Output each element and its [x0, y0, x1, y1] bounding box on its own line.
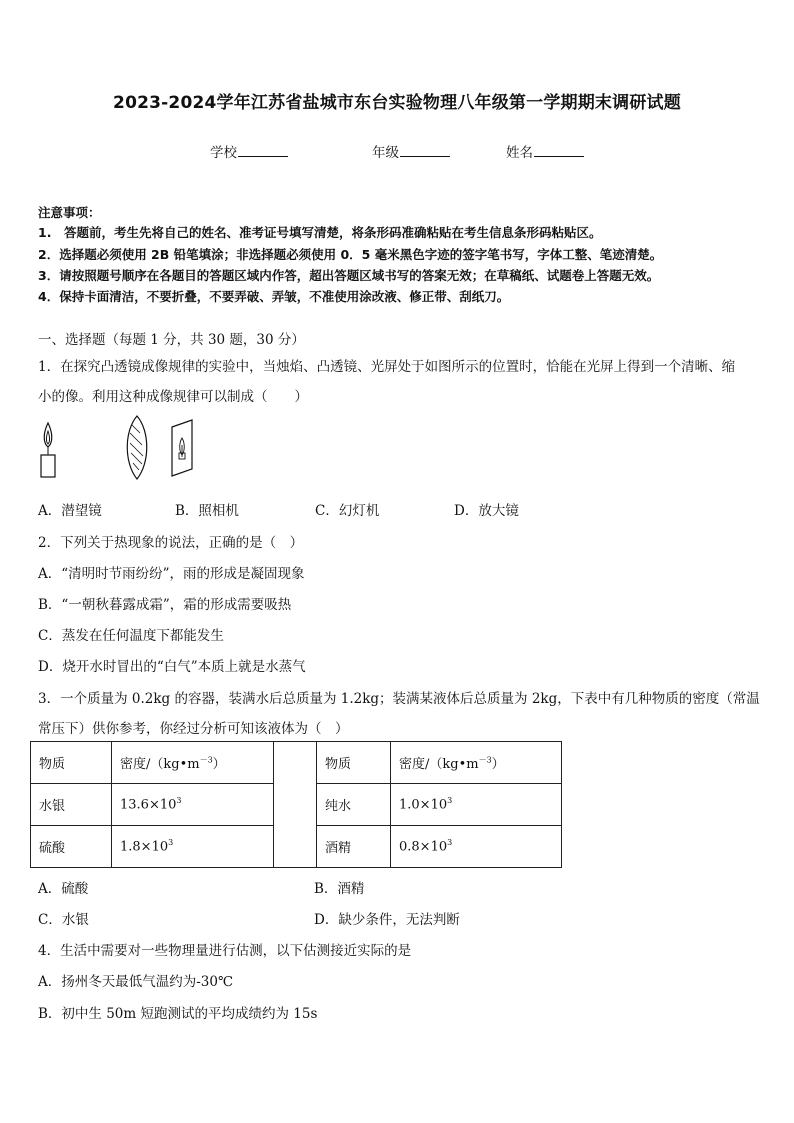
table-gap: [274, 742, 317, 868]
notice-item-2: 2．选择题必须使用 2B 铅笔填涂；非选择题必须使用 0．5 毫米黑色字迹的签字笔书写，字体工整、笔迹清楚。: [38, 247, 663, 262]
density-table: [30, 741, 562, 868]
school-label: 学校: [210, 145, 237, 161]
optics-diagram: [34, 413, 204, 485]
grade-field[interactable]: [372, 141, 450, 161]
q1-option-d[interactable]: D．放大镜: [454, 503, 519, 519]
q3-stem-line1: 3．一个质量为 0.2kg 的容器，装满水后总质量为 1.2kg；装满某液体后总质量为 2kg，下表中有几种物质的密度（常温: [38, 691, 760, 707]
q1-stem-line2: 小的像。利用这种成像规律可以制成（ ）: [38, 389, 308, 405]
q1-option-b[interactable]: B．照相机: [175, 503, 239, 519]
table-cell-substance: 酒精: [317, 826, 391, 868]
q3-option-c[interactable]: C．水银: [38, 912, 89, 928]
candle-icon: [41, 423, 55, 477]
convex-lens-icon: [127, 416, 147, 479]
table-cell-density: $0.8\times 10^3$: [391, 826, 562, 868]
school-field[interactable]: [210, 141, 288, 161]
table-header-density: 密度$/(kg•m^{-3})$: [112, 742, 274, 784]
q3-stem-line2: 常压下）供你参考，你经过分析可知该液体为（ ）: [38, 721, 349, 737]
section-heading: 一、选择题（每题 1 分，共 30 题，30 分）: [38, 332, 305, 348]
table-cell-density: $1.8\times 10^3$: [112, 826, 274, 868]
name-label: 姓名: [506, 145, 533, 161]
table-header-density: 密度$/(kg•m^{-3})$: [391, 742, 562, 784]
q2-option-a[interactable]: A．“清明时节雨纷纷”，雨的形成是凝固现象: [38, 566, 305, 582]
grade-blank[interactable]: [400, 143, 450, 157]
q1-option-a[interactable]: A．潜望镜: [38, 503, 102, 519]
q1-option-c[interactable]: C．幻灯机: [315, 503, 380, 519]
notice-item-3: 3．请按照题号顺序在各题目的答题区域内作答，超出答题区域书写的答案无效；在草稿纸、试题卷上答题无效。: [38, 268, 660, 283]
q4-option-a[interactable]: A．扬州冬天最低气温约为-30℃: [38, 974, 234, 990]
table-cell-substance: 水银: [31, 784, 112, 826]
notice-item-1: 1. 答题前，考生先将自己的姓名、准考证号填写清楚，将条形码准确粘贴在考生信息条形码粘贴区。: [38, 225, 602, 240]
table-cell-substance: 纯水: [317, 784, 391, 826]
q3-option-b[interactable]: B．酒精: [314, 881, 365, 897]
table-row: [31, 742, 562, 784]
q2-option-c[interactable]: C．蒸发在任何温度下都能发生: [38, 628, 224, 644]
grade-label: 年级: [372, 145, 399, 161]
q2-stem: 2．下列关于热现象的说法，正确的是（ ）: [38, 535, 304, 551]
q2-option-d[interactable]: D．烧开水时冒出的“白气”本质上就是水蒸气: [38, 659, 306, 675]
notice-heading: 注意事项：: [38, 205, 101, 220]
q1-stem-line1: 1．在探究凸透镜成像规律的实验中，当烛焰、凸透镜、光屏处于如图所示的位置时，恰能在光屏上得到一个清晰、缩: [38, 359, 736, 375]
name-field[interactable]: [506, 141, 584, 161]
light-screen-icon: [172, 420, 192, 476]
table-cell-density: $1.0\times 10^3$: [391, 784, 562, 826]
table-cell-substance: 硫酸: [31, 826, 112, 868]
notice-item-4: 4．保持卡面清洁，不要折叠，不要弄破、弄皱，不准使用涂改液、修正带、刮纸刀。: [38, 289, 510, 304]
q2-option-b[interactable]: B．“一朝秋暮露成霜”，霜的形成需要吸热: [38, 597, 292, 613]
table-header-substance: 物质: [31, 742, 112, 784]
name-blank[interactable]: [534, 143, 584, 157]
q3-option-d[interactable]: D．缺少条件，无法判断: [314, 912, 460, 928]
q3-option-a[interactable]: A．硫酸: [38, 881, 89, 897]
q4-stem: 4．生活中需要对一些物理量进行估测，以下估测接近实际的是: [38, 943, 412, 959]
table-header-substance: 物质: [317, 742, 391, 784]
q4-option-b[interactable]: B．初中生 50m 短跑测试的平均成绩约为 15s: [38, 1006, 318, 1022]
table-cell-density: $13.6\times 10^3$: [112, 784, 274, 826]
school-blank[interactable]: [238, 143, 288, 157]
page-title: 2023-2024学年江苏省盐城市东台实验物理八年级第一学期期末调研试题: [113, 93, 681, 113]
